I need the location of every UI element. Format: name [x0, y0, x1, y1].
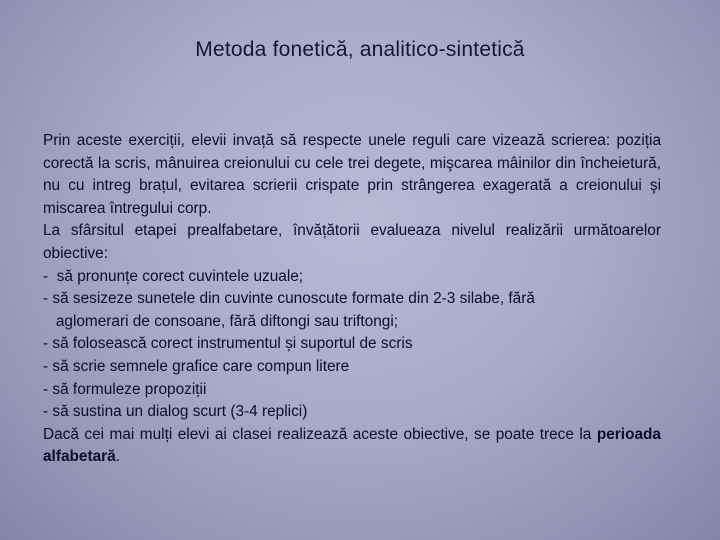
conclusion-period: . — [115, 448, 120, 466]
conclusion-text: Dacă cei mai mulți elevi ai clasei realizează aceste obiective, se poate trece la — [43, 425, 597, 443]
objective-item: - să folosească corect instrumentul și suportul de scris — [43, 335, 413, 353]
objective-item: - să formuleze propoziții — [43, 380, 207, 398]
conclusion-emphasis: perioada alfabetară — [43, 425, 661, 466]
slide-body — [43, 130, 661, 469]
paragraph-evaluation: La sfârsitul etapei prealfabetare, învățătorii evalueaza nivelul realizării următoarelor obiective: — [43, 222, 661, 262]
paragraph-writing-rules: Prin aceste exerciții, elevii invață să respecte unele reguli care vizează scrierea: poziția corectă la scris, mânuirea creionului cu cele trei degete, mişcarea mâinilor din încheietură, nu cu intreg brațul, evitarea scrierii crispate prin strângerea exagerată a creionului şi miscarea întregului corp. — [43, 132, 661, 217]
objective-item: - să sesizeze sunetele din cuvinte cunoscute formate din 2-3 silabe, fără — [43, 290, 535, 308]
objective-item-continuation: aglomerari de consoane, fără diftongi sau triftongi; — [43, 312, 399, 330]
slide-title: Metoda fonetică, analitico-sintetică — [195, 38, 525, 61]
paragraph-conclusion — [43, 424, 661, 469]
objective-item: - să sustina un dialog scurt (3-4 replici) — [43, 403, 308, 421]
objective-item: - să scrie semnele grafice care compun litere — [43, 357, 350, 375]
objective-item: - să pronunțe corect cuvintele uzuale; — [43, 267, 304, 285]
